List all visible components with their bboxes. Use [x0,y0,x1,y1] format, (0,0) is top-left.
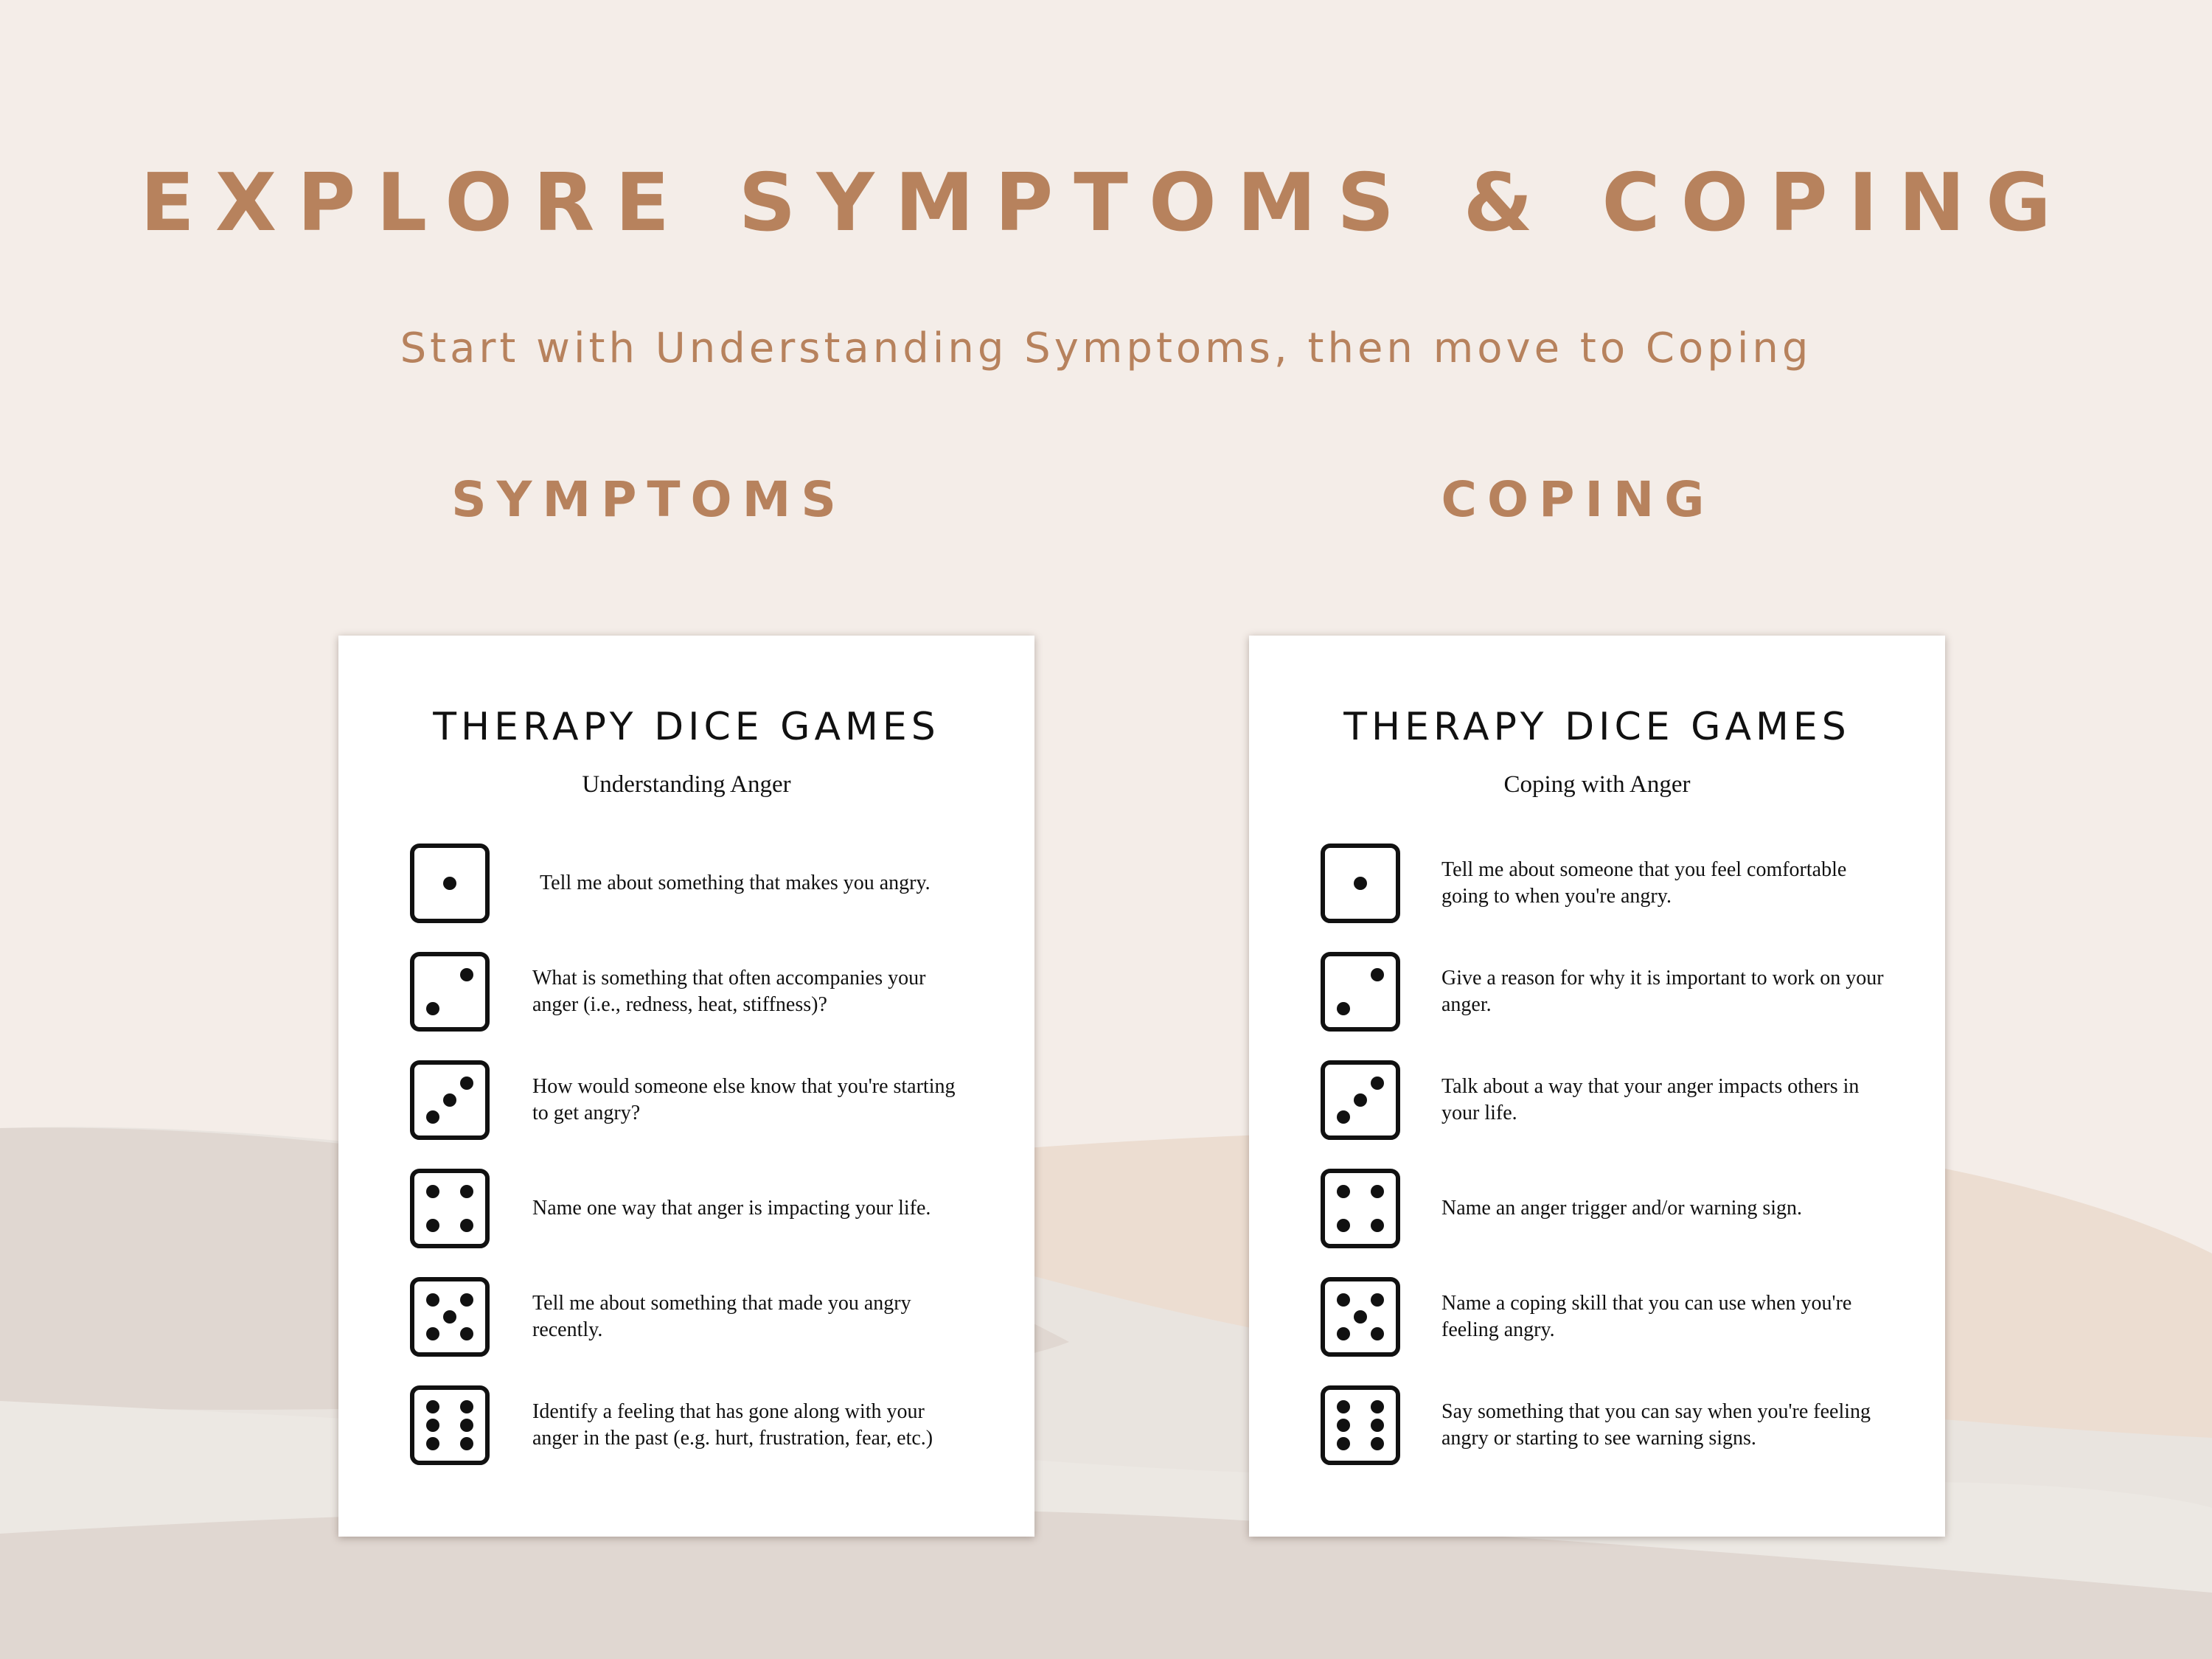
worksheet-subtitle: Coping with Anger [1503,771,1691,798]
worksheet-title: THERAPY DICE GAMES [1343,705,1851,749]
worksheet-subtitle: Understanding Anger [582,771,791,798]
list-item [1320,1276,1924,1357]
die-six-icon [409,1385,490,1466]
list-item-text: Identify a feeling that has gone along with your anger in the past (e.g. hurt, frustration, fear, etc.) [532,1400,933,1450]
die-two-icon [1320,951,1401,1032]
list-item [409,1276,1014,1357]
list-item-text: Tell me about something that makes you angry. [540,872,931,894]
list-item [1320,1168,1924,1249]
worksheet-title: THERAPY DICE GAMES [433,705,940,749]
list-item-text: Name a coping skill that you can use when you're feeling angry. [1441,1292,1852,1341]
die-four-icon [1320,1168,1401,1249]
list-item-text: Talk about a way that your anger impacts others in your life. [1441,1075,1860,1124]
symptoms-heading: SYMPTOMS [451,471,846,528]
list-item [409,1168,1014,1249]
list-item [409,951,1014,1032]
die-three-icon [409,1060,490,1141]
die-four-icon [409,1168,490,1249]
coping-worksheet-card [1249,636,1945,1537]
list-item-text: Give a reason for why it is important to work on your anger. [1441,967,1884,1016]
list-item [409,843,1014,924]
die-five-icon [409,1276,490,1357]
die-one-icon [1320,843,1401,924]
die-two-icon [409,951,490,1032]
list-item [1320,843,1924,924]
list-item-text: Tell me about something that made you angry recently. [532,1292,911,1341]
list-item-text: Say something that you can say when you're feeling angry or starting to see warning signs. [1441,1400,1871,1450]
list-item [409,1385,1014,1466]
list-item-text: What is something that often accompanies your anger (i.e., redness, heat, stiffness)? [532,967,926,1016]
symptoms-worksheet-card [338,636,1034,1537]
list-item [1320,951,1924,1032]
die-one-icon [409,843,490,924]
coping-heading: COPING [1441,471,1715,528]
list-item [1320,1060,1924,1141]
list-item [1320,1385,1924,1466]
list-item [409,1060,1014,1141]
list-item-text: Name an anger trigger and/or warning sign. [1441,1197,1803,1220]
page-title: EXPLORE SYMPTOMS & COPING [140,157,2072,249]
die-five-icon [1320,1276,1401,1357]
list-item-text: Tell me about someone that you feel comfortable going to when you're angry. [1441,858,1847,908]
list-item-text: Name one way that anger is impacting your life. [532,1197,931,1220]
page-subtitle: Start with Understanding Symptoms, then move to Coping [400,324,1812,372]
list-item-text: How would someone else know that you're starting to get angry? [532,1075,956,1124]
die-six-icon [1320,1385,1401,1466]
die-three-icon [1320,1060,1401,1141]
